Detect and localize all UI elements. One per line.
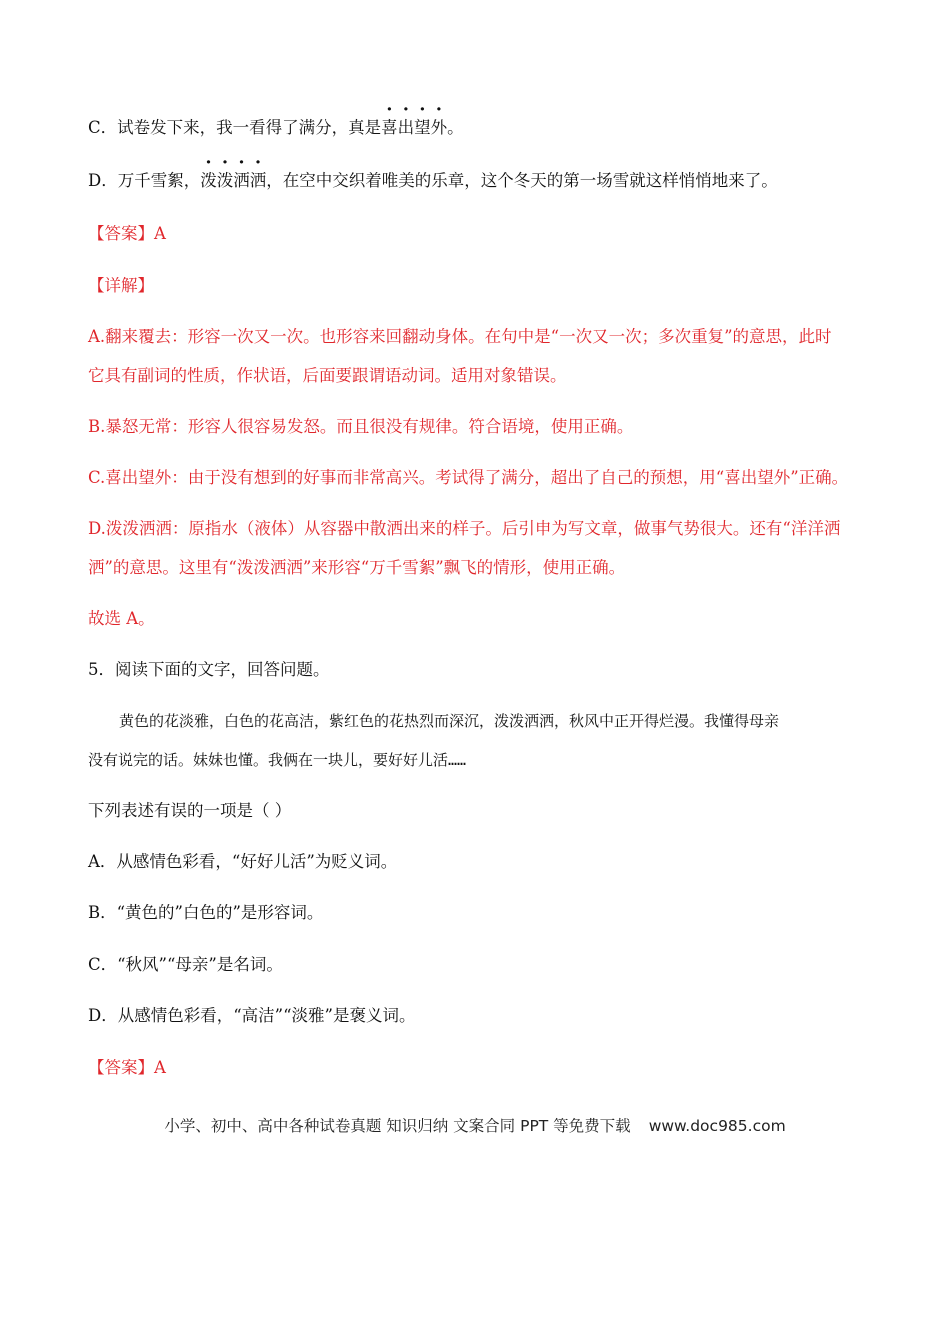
detail-line: D.泼泼洒洒：原指水（液体）从容器中散洒出来的样子。后引申为写文章，做事气势很大。还有“洋洋洒 [88, 519, 841, 538]
option-c: C．“秋风”“母亲”是名词。 [88, 955, 283, 974]
option-d [88, 169, 890, 193]
option-c-text: C．试卷发下来，我一看得了满分，真是 [88, 118, 382, 137]
emphasis-char: 泼 [200, 171, 217, 190]
option-c-end: 。 [447, 118, 464, 137]
passage-line: 黄色的花淡雅，白色的花高洁，紫红色的花热烈而深沉，泼泼洒洒，秋风中正开得烂漫。我懂得母亲 [119, 712, 780, 730]
answer-value: A [154, 1058, 166, 1077]
footer-text: 小学、初中、高中各种试卷真题 知识归纳 文案合同 PPT 等免费下载 [164, 1117, 631, 1135]
detail-line: A.翻来覆去：形容一次又一次。也形容来回翻动身体。在句中是“一次又一次；多次重复”的意思，此时 [88, 327, 832, 346]
question-5-stem: 5．阅读下面的文字，回答问题。 [88, 660, 330, 679]
emphasis-char: 洒 [249, 171, 267, 190]
emphasis-char: 喜 [381, 118, 398, 137]
footer-site-link[interactable]: www.doc985.com [648, 1117, 786, 1135]
detail-line: 洒”的意思。这里有“泼泼洒洒”来形容“万千雪絮”飘飞的情形，使用正确。 [88, 558, 626, 577]
emphasis-char: 出 [397, 118, 415, 137]
option-d-text: D．万千雪絮， [88, 171, 201, 190]
detail-line: 它具有副词的性质，作状语，后面要跟谓语动词。适用对象错误。 [88, 366, 567, 385]
answer-label: 【答案】 [88, 1058, 154, 1077]
detail-line: C.喜出望外：由于没有想到的好事而非常高兴。考试得了满分，超出了自己的预想，用“喜出望外”正确。 [88, 468, 849, 487]
answer-value: A [154, 224, 166, 243]
conclusion: 故选 A。 [88, 609, 155, 628]
option-c [88, 116, 890, 140]
answer-line [88, 222, 890, 246]
detail-line: B.暴怒无常：形容人很容易发怒。而且很没有规律。符合语境，使用正确。 [88, 417, 634, 436]
question-5-prompt: 下列表述有误的一项是（ ） [88, 801, 292, 820]
emphasis-char: 泼 [216, 171, 234, 190]
emphasis-char: 外 [430, 118, 448, 137]
option-d: D．从感情色彩看，“高洁”“淡雅”是褒义词。 [88, 1006, 416, 1025]
option-d-end: ，在空中交织着唯美的乐章，这个冬天的第一场雪就这样悄悄地来了。 [266, 171, 778, 190]
passage-line: 没有说完的话。妹妹也懂。我俩在一块儿，要好好儿活…… [88, 751, 467, 769]
answer-line [88, 1056, 890, 1080]
option-b: B．“黄色的”白色的”是形容词。 [88, 903, 324, 922]
footer [0, 1114, 950, 1136]
option-a: A．从感情色彩看，“好好儿活”为贬义词。 [88, 852, 398, 871]
emphasis-char: 洒 [233, 171, 250, 190]
detail-label: 【详解】 [88, 276, 154, 295]
answer-label: 【答案】 [88, 224, 154, 243]
emphasis-char: 望 [414, 118, 431, 137]
